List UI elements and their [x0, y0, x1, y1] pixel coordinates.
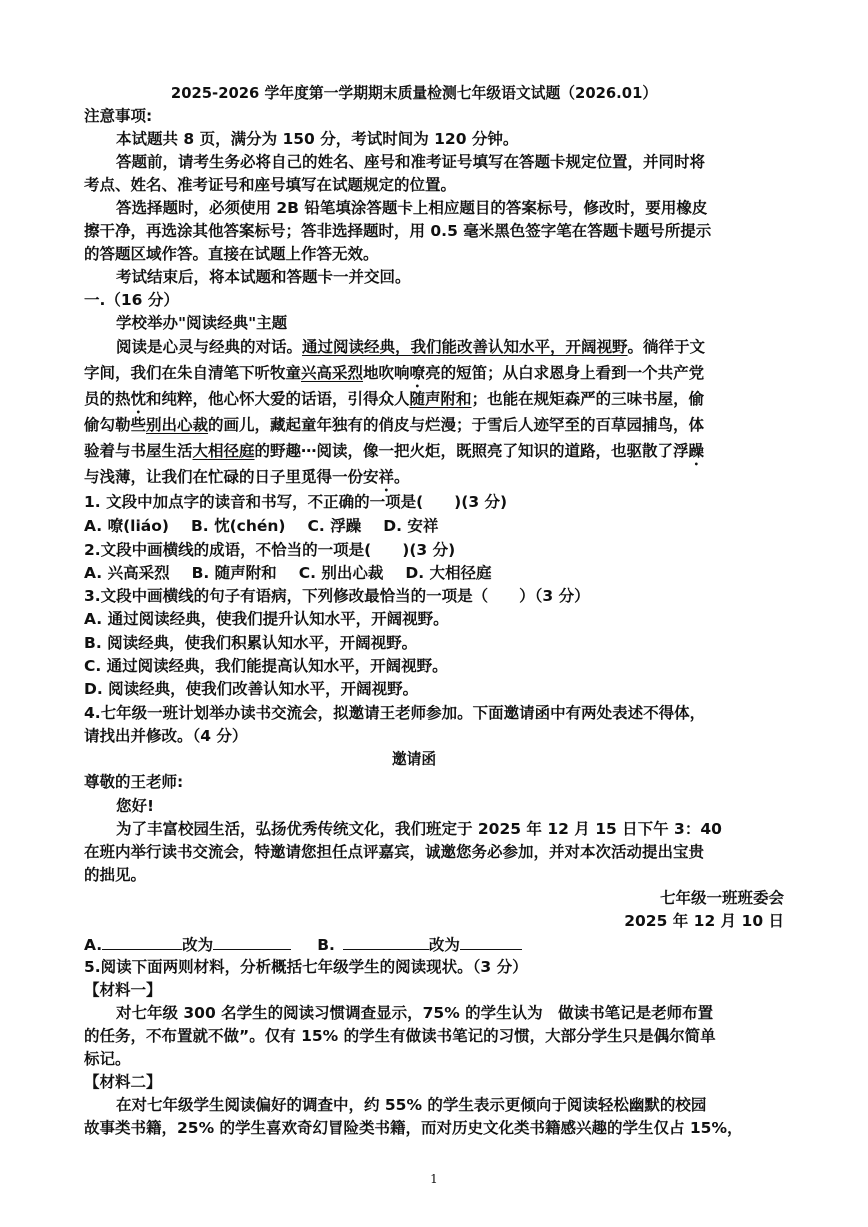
section-topic: 学校举办"阅读经典"主题 [116, 314, 288, 332]
passage-line [84, 388, 704, 417]
material-title: 【材料一】 [84, 981, 162, 999]
dotted-char: 祥 [378, 468, 395, 486]
options-row [84, 515, 438, 537]
letter-date: 2025 年 12 月 10 日 [624, 912, 784, 930]
letter-title: 邀请函 [391, 750, 437, 768]
question-stem: 2.文段中画横线的成语，不恰当的一项是( )(3 分) [84, 541, 456, 559]
dotted-char: 忱 [130, 390, 147, 408]
notes-line: 考试结束后，将本试题和答题卡一并交回。 [116, 268, 411, 286]
option-a: A. 兴高采烈 [84, 564, 170, 582]
material-text: 在对七年级学生阅读偏好的调查中，约 55% 的学生表示更倾向于阅读轻松幽默的校园 [116, 1096, 707, 1114]
underlined-idiom: 随声附和 [409, 390, 472, 408]
option-c: C. 别出心裁 [298, 564, 384, 582]
option-a: A. 嘹(liáo) [84, 517, 169, 535]
page-number: 1 [430, 1172, 438, 1186]
notes-line: 考点、姓名、准考证号和座号填写在试题规定的位置。 [84, 176, 457, 194]
change-to-label: 改为 [428, 936, 460, 954]
passage-text: 阅读是心灵与经典的对话。 [116, 338, 303, 356]
answer-blank[interactable] [102, 933, 182, 950]
question-stem: 5.阅读下面两则材料，分析概括七年级学生的阅读现状。（3 分） [84, 958, 528, 976]
underlined-idiom: 别出心裁 [146, 416, 209, 434]
passage-text: 。徜徉于文 [627, 338, 706, 356]
underlined-sentence: 通过阅读经典，我们能改善认知水平，开阔视野 [302, 338, 628, 356]
passage-line [84, 414, 704, 436]
question-stem: 4.七年级一班计划举办读书交流会，拟邀请王老师参加。下面邀请函中有两处表述不得体， [84, 704, 706, 722]
material-text: 的任务，不布置就不做”。仅有 15% 的学生有做读书笔记的习惯，大部分学生只是偶尔简单 [84, 1027, 716, 1045]
passage-text: ；也能在规矩森严的三味书屋，偷 [471, 390, 705, 408]
underlined-idiom: 兴高采烈 [301, 364, 364, 382]
passage-text: 地吹响 [363, 364, 410, 382]
dotted-char: 嘹 [409, 364, 426, 382]
passage-text: 偷勾勒些 [84, 416, 147, 434]
option-c: C. 浮躁 [307, 517, 362, 535]
letter-body: 为了丰富校园生活，弘扬优秀传统文化，我们班定于 2025 年 12 月 15 日下午 3：40 [116, 820, 722, 838]
letter-salutation: 尊敬的王老师: [84, 773, 184, 791]
material-text: 对七年级 300 名学生的阅读习惯调查显示，75% 的学生认为 做读书笔记是老师布置 [116, 1004, 714, 1022]
question-stem: 3.文段中画横线的句子有语病，下列修改最恰当的一项是（ ）（3 分） [84, 587, 590, 605]
options-row [84, 562, 492, 584]
underlined-idiom: 大相径庭 [192, 442, 255, 460]
option-b: B. 随声附和 [191, 564, 277, 582]
answer-label-a: A. [84, 936, 103, 954]
material-title: 【材料二】 [84, 1073, 162, 1091]
question-stem: 请找出并修改。（4 分） [84, 727, 248, 745]
passage-text: 与浅薄，让我们在忙碌的日子里觅得一份安 [84, 468, 379, 486]
option-a: A. 通过阅读经典，使我们提升认知水平，开阔视野。 [84, 610, 449, 628]
passage-line [84, 440, 704, 469]
material-text: 故事类书籍，25% 的学生喜欢奇幻冒险类书籍，而对历史文化类书籍感兴趣的学生仅占 15%， [84, 1119, 743, 1137]
change-to-label: 改为 [182, 936, 214, 954]
dotted-char: 躁 [688, 442, 705, 460]
option-d: D. 阅读经典，使我们改善认知水平，开阔视野。 [84, 680, 419, 698]
answer-blank[interactable] [460, 933, 522, 950]
passage-text: 员的热 [84, 390, 131, 408]
passage-text: 亮的短笛；从白求恩身上看到一个共产党 [425, 364, 705, 382]
material-text: 标记。 [84, 1050, 131, 1068]
passage-text: 的野趣⋯阅读，像一把火炬，既照亮了知识的道路，也驱散了浮 [254, 442, 689, 460]
answer-blank[interactable] [213, 933, 291, 950]
option-d: D. 安祥 [383, 517, 439, 535]
passage-text: 和纯粹，他心怀大爱的话语，引得众人 [146, 390, 410, 408]
passage-line [116, 336, 705, 358]
notes-line: 答选择题时，必须使用 2B 铅笔填涂答题卡上相应题目的答案标号，修改时，要用橡皮 [116, 199, 708, 217]
notes-line: 答题前，请考生务必将自己的姓名、座号和准考证号填写在答题卡规定位置，并同时将 [116, 153, 706, 171]
section-heading: 一.（16 分） [84, 291, 179, 309]
notes-heading: 注意事项: [84, 107, 153, 125]
answer-blank[interactable] [343, 933, 429, 950]
passage-text: 字间，我们在朱自清笔下听牧童 [84, 364, 302, 382]
letter-body: 在班内举行读书交流会，特邀请您担任点评嘉宾，诚邀您务必参加，并对本次活动提出宝贵 [84, 843, 705, 861]
notes-line: 擦干净，再选涂其他答案标号；答非选择题时，用 0.5 毫米黑色签字笔在答题卡题号所提示 [84, 222, 712, 240]
letter-signer: 七年级一班班委会 [659, 889, 784, 907]
answer-row [84, 933, 522, 956]
letter-body: 的拙见。 [84, 866, 147, 884]
notes-line: 的答题区域作答。直接在试题上作答无效。 [84, 245, 379, 263]
exam-title: 2025-2026 学年度第一学期期末质量检测七年级语文试题（2026.01） [170, 84, 658, 102]
passage-text: 。 [394, 468, 410, 486]
passage-text: 的画儿，藏起童年独有的俏皮与烂漫；于雪后人迹罕至的百草园捕鸟，体 [208, 416, 705, 434]
letter-greeting: 您好! [116, 797, 155, 815]
passage-text: 验着与书屋生活 [84, 442, 193, 460]
question-stem: 1. 文段中加点字的读音和书写，不正确的一项是( )(3 分) [84, 493, 508, 511]
option-d: D. 大相径庭 [405, 564, 492, 582]
passage-line [84, 362, 704, 391]
option-b: B. 阅读经典，使我们积累认知水平，开阔视野。 [84, 634, 418, 652]
option-b: B. 忱(chén) [190, 517, 286, 535]
option-c: C. 通过阅读经典，我们能提高认知水平，开阔视野。 [84, 657, 448, 675]
answer-label-b: B. [317, 936, 335, 954]
notes-line: 本试题共 8 页，满分为 150 分，考试时间为 120 分钟。 [116, 130, 519, 148]
